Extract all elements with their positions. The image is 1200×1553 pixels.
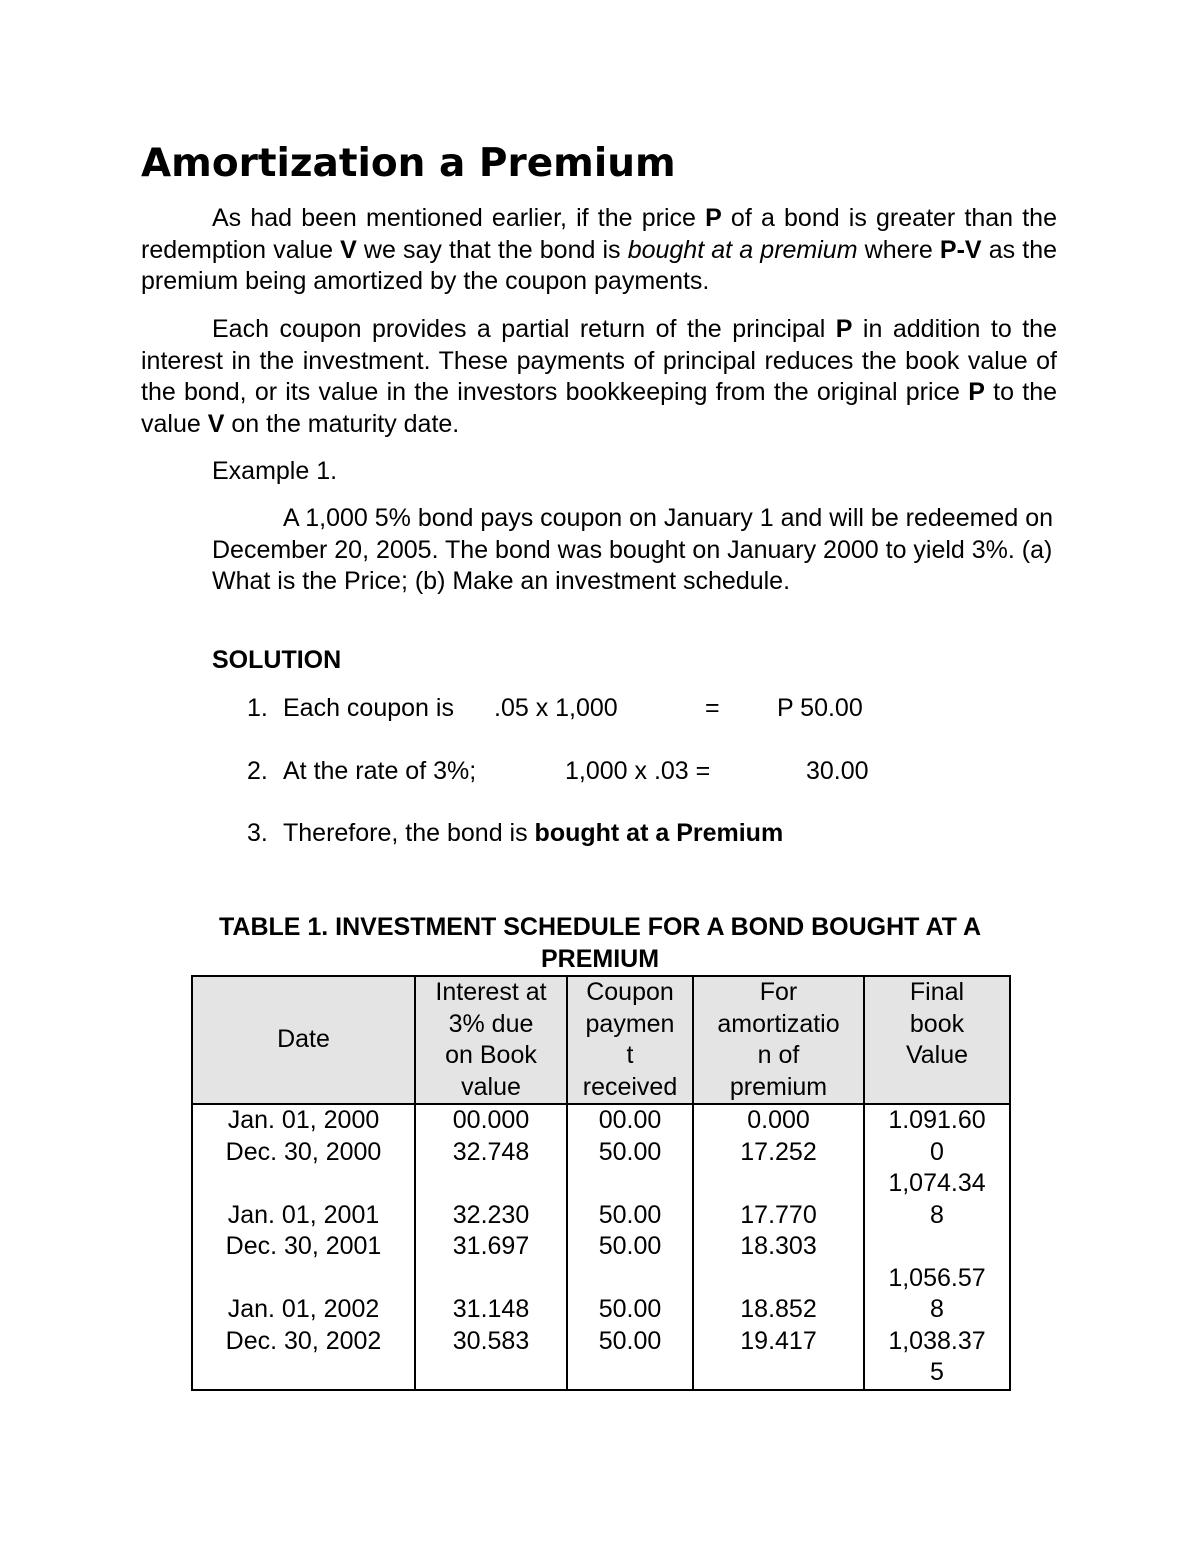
header-date: Date bbox=[192, 976, 415, 1104]
solution-step-1: 1. Each coupon is .05 x 1,000 = P 50.00 bbox=[247, 694, 863, 722]
table-body-row bbox=[192, 1104, 1010, 1390]
header-book-value: Final book Value bbox=[864, 976, 1010, 1104]
investment-schedule-table bbox=[191, 975, 1011, 1391]
example-text: A 1,000 5% bond pays coupon on January 1 and will be redeemed on December 20, 2005. The bond was bought on January 2000 to yield 3%. (a) What is the Price; (b) Make an investment schedule. bbox=[212, 504, 1053, 595]
book-value-column: 1.091.60 0 1,074.34 8 1,056.57 8 1,038.37 5 bbox=[864, 1104, 1010, 1390]
interest-column: 00.000 32.748 32.230 31.697 31.148 30.583 bbox=[415, 1104, 567, 1390]
example-label: Example 1. bbox=[212, 457, 338, 485]
solution-label: SOLUTION bbox=[212, 646, 342, 674]
solution-step-3: 3. Therefore, the bond is bought at a Premium bbox=[247, 819, 784, 847]
header-coupon: Coupon paymen t received bbox=[567, 976, 693, 1104]
amortization-column: 0.000 17.252 17.770 18.303 18.852 19.417 bbox=[693, 1104, 864, 1390]
table-title: TABLE 1. INVESTMENT SCHEDULE FOR A BOND BOUGHT AT A PREMIUM bbox=[218, 913, 982, 973]
header-amortization: For amortizatio n of premium bbox=[693, 976, 864, 1104]
header-interest: Interest at 3% due on Book value bbox=[415, 976, 567, 1104]
coupon-paragraph: Each coupon provides a partial return of the principal P in addition to the interest in the investment. These payments of principal reduces the book value of the bond, or its value in the investors bookkeeping from the original price P to the value V on the maturity date. bbox=[141, 315, 1058, 438]
intro-paragraph: As had been mentioned earlier, if the price P of a bond is greater than the redemption value V we say that the bond is bought at a premium where P-V as the premium being amortized by the coupon payments. bbox=[141, 204, 1058, 295]
coupon-column: 00.00 50.00 50.00 50.00 50.00 50.00 bbox=[567, 1104, 693, 1390]
solution-step-2: 2. At the rate of 3%; 1,000 x .03 = 30.00 bbox=[247, 757, 869, 785]
table-header-row bbox=[192, 976, 1010, 1104]
page-title: Amortization a Premium bbox=[141, 141, 676, 186]
date-column: Jan. 01, 2000 Dec. 30, 2000 Jan. 01, 2001 Dec. 30, 2001 Jan. 01, 2002 Dec. 30, 2002 bbox=[192, 1104, 415, 1390]
